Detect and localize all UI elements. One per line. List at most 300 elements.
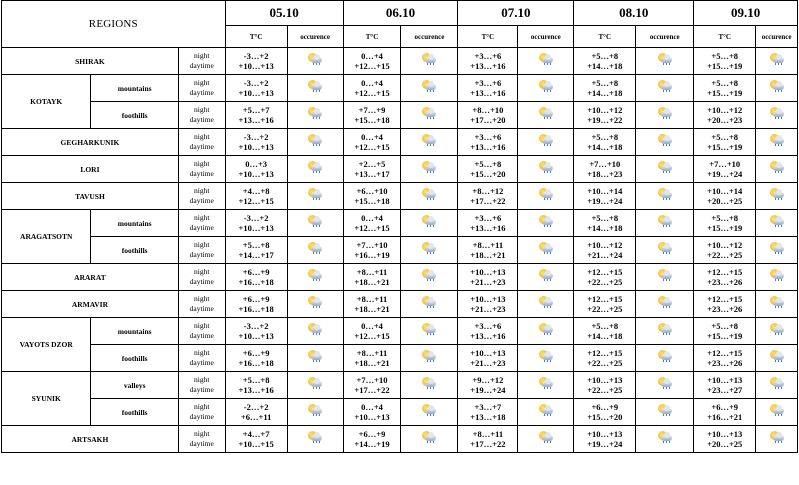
temperature-cell [225, 399, 287, 426]
occurence-cell [756, 345, 798, 372]
occurence-cell [636, 75, 694, 102]
occurence-header: occurence [401, 26, 458, 48]
temp-header: T°C [574, 26, 636, 48]
temperature-cell [343, 156, 401, 183]
day-temp: +15…+19 [707, 331, 743, 341]
day-temp: +19…+24 [707, 169, 743, 179]
temperature-cell [694, 48, 756, 75]
occurence-cell [756, 318, 798, 345]
temperature-cell [458, 156, 518, 183]
temperature-cell [225, 129, 287, 156]
partly-cloudy-rain-icon [657, 80, 673, 92]
temperature-cell [694, 102, 756, 129]
day-temp: +17…+22 [470, 439, 506, 449]
temperature-cell [574, 264, 636, 291]
occurence-cell [401, 345, 458, 372]
occurence-cell [287, 426, 343, 453]
region-name: VAYOTS DZOR [2, 318, 91, 372]
occurence-cell [756, 426, 798, 453]
partly-cloudy-rain-icon [307, 107, 323, 119]
partly-cloudy-rain-icon [421, 188, 437, 200]
temperature-cell [574, 102, 636, 129]
partly-cloudy-rain-icon [769, 350, 785, 362]
occurence-cell [287, 291, 343, 318]
temperature-cell [343, 345, 401, 372]
temperature-cell [694, 345, 756, 372]
partly-cloudy-rain-icon [307, 350, 323, 362]
occurence-cell [518, 399, 574, 426]
partly-cloudy-rain-icon [657, 242, 673, 254]
temp-header: T°C [225, 26, 287, 48]
night-label: night [194, 348, 210, 357]
day-temp: +22…+25 [587, 358, 623, 368]
table-row [2, 426, 798, 453]
occurence-cell [287, 102, 343, 129]
partly-cloudy-rain-icon [307, 404, 323, 416]
day-temp: +18…+23 [587, 169, 623, 179]
occurence-cell [518, 75, 574, 102]
night-temp: +9…+12 [472, 374, 504, 385]
temperature-cell [225, 210, 287, 237]
night-temp: +7…+10 [356, 374, 388, 385]
temperature-cell [458, 210, 518, 237]
period-labels [178, 291, 225, 318]
day-temp: +15…+18 [354, 115, 390, 125]
temperature-cell [458, 102, 518, 129]
day-temp: +13…+16 [470, 88, 506, 98]
day-temp: +17…+22 [470, 196, 506, 206]
day-temp: +12…+15 [354, 223, 390, 233]
night-temp: 0…+4 [361, 131, 383, 142]
night-temp: -2…+2 [243, 401, 269, 412]
partly-cloudy-rain-icon [538, 134, 554, 146]
occurence-cell [636, 291, 694, 318]
table-row [2, 102, 798, 129]
temperature-cell [343, 399, 401, 426]
day-temp: +15…+19 [707, 88, 743, 98]
day-temp: +18…+21 [354, 304, 390, 314]
day-temp: +14…+18 [587, 61, 623, 71]
partly-cloudy-rain-icon [657, 404, 673, 416]
night-temp: +4…+8 [242, 185, 270, 196]
day-temp: +15…+19 [707, 142, 743, 152]
temperature-cell [225, 237, 287, 264]
night-label: night [194, 213, 210, 222]
temperature-cell [458, 48, 518, 75]
day-temp: +19…+22 [587, 115, 623, 125]
date-header: 08.10 [574, 1, 694, 26]
day-temp: +22…+25 [587, 277, 623, 287]
period-labels [178, 156, 225, 183]
temperature-cell [694, 183, 756, 210]
partly-cloudy-rain-icon [769, 404, 785, 416]
night-temp: +8…+12 [472, 185, 504, 196]
night-temp: +8…+11 [472, 239, 504, 250]
occurence-cell [756, 372, 798, 399]
temperature-cell [343, 183, 401, 210]
partly-cloudy-rain-icon [538, 431, 554, 443]
occurence-cell [401, 210, 458, 237]
partly-cloudy-rain-icon [538, 80, 554, 92]
night-temp: +5…+7 [242, 104, 270, 115]
night-temp: +8…+11 [356, 266, 388, 277]
night-temp: +6…+9 [242, 293, 270, 304]
period-labels [178, 102, 225, 129]
temp-header: T°C [343, 26, 401, 48]
period-labels [178, 129, 225, 156]
night-temp: 0…+4 [361, 401, 383, 412]
day-temp: +6…+11 [240, 412, 272, 422]
daytime-label: daytime [189, 277, 214, 286]
day-temp: +18…+21 [354, 277, 390, 287]
temperature-cell [574, 426, 636, 453]
table-row [2, 183, 798, 210]
night-label: night [194, 159, 210, 168]
day-temp: +21…+23 [470, 358, 506, 368]
day-temp: +16…+19 [354, 250, 390, 260]
night-temp: +10…+13 [587, 428, 623, 439]
day-temp: +18…+21 [470, 250, 506, 260]
night-temp: +12…+15 [707, 347, 743, 358]
temp-header: T°C [694, 26, 756, 48]
table-row [2, 48, 798, 75]
temperature-cell [225, 318, 287, 345]
temperature-cell [694, 210, 756, 237]
night-label: night [194, 240, 210, 249]
period-labels [178, 372, 225, 399]
partly-cloudy-rain-icon [769, 269, 785, 281]
temperature-cell [694, 264, 756, 291]
partly-cloudy-rain-icon [769, 296, 785, 308]
night-temp: +8…+10 [472, 104, 504, 115]
occurence-cell [518, 291, 574, 318]
night-label: night [194, 375, 210, 384]
table-row [2, 156, 798, 183]
occurence-cell [636, 237, 694, 264]
partly-cloudy-rain-icon [421, 242, 437, 254]
occurence-cell [287, 345, 343, 372]
occurence-header: occurence [287, 26, 343, 48]
partly-cloudy-rain-icon [538, 296, 554, 308]
date-header: 06.10 [343, 1, 458, 26]
temperature-cell [694, 426, 756, 453]
night-temp: +10…+13 [470, 266, 506, 277]
partly-cloudy-rain-icon [421, 80, 437, 92]
night-temp: 0…+4 [361, 212, 383, 223]
partly-cloudy-rain-icon [421, 350, 437, 362]
occurence-cell [636, 183, 694, 210]
day-temp: +19…+24 [470, 385, 506, 395]
night-temp: 0…+4 [361, 320, 383, 331]
day-temp: +13…+16 [470, 331, 506, 341]
partly-cloudy-rain-icon [421, 161, 437, 173]
day-temp: +15…+19 [707, 223, 743, 233]
night-temp: +10…+13 [707, 374, 743, 385]
night-temp: +5…+8 [591, 212, 619, 223]
temperature-cell [574, 156, 636, 183]
partly-cloudy-rain-icon [657, 134, 673, 146]
day-temp: +16…+21 [707, 412, 743, 422]
temperature-cell [574, 75, 636, 102]
occurence-cell [401, 48, 458, 75]
partly-cloudy-rain-icon [769, 161, 785, 173]
occurence-cell [756, 237, 798, 264]
region-name: ARMAVIR [2, 291, 179, 318]
day-temp: +10…+13 [354, 412, 390, 422]
occurence-cell [287, 237, 343, 264]
period-labels [178, 75, 225, 102]
night-temp: +3…+6 [474, 320, 502, 331]
temperature-cell [574, 48, 636, 75]
temperature-cell [574, 318, 636, 345]
subregion-name: mountains [91, 318, 178, 345]
table-row [2, 237, 798, 264]
temperature-cell [694, 237, 756, 264]
temperature-cell [458, 318, 518, 345]
night-temp: -3…+2 [243, 212, 269, 223]
night-temp: +3…+6 [474, 50, 502, 61]
occurence-cell [756, 102, 798, 129]
night-temp: +12…+15 [707, 293, 743, 304]
table-row [2, 75, 798, 102]
temperature-cell [574, 399, 636, 426]
occurence-cell [401, 75, 458, 102]
temperature-cell [694, 318, 756, 345]
occurence-cell [756, 399, 798, 426]
occurence-cell [518, 210, 574, 237]
night-temp: +7…+10 [356, 239, 388, 250]
day-temp: +10…+13 [238, 169, 274, 179]
daytime-label: daytime [189, 61, 214, 70]
day-temp: +15…+18 [354, 196, 390, 206]
partly-cloudy-rain-icon [538, 350, 554, 362]
subregion-name: foothills [91, 399, 178, 426]
temperature-cell [694, 129, 756, 156]
region-name: ARTSAKH [2, 426, 179, 453]
night-label: night [194, 402, 210, 411]
period-labels [178, 426, 225, 453]
partly-cloudy-rain-icon [769, 134, 785, 146]
occurence-cell [401, 426, 458, 453]
day-temp: +10…+13 [238, 61, 274, 71]
partly-cloudy-rain-icon [769, 53, 785, 65]
day-temp: +13…+18 [470, 412, 506, 422]
night-temp: 0…+3 [245, 158, 268, 169]
occurence-header: occurence [756, 26, 798, 48]
day-temp: +15…+20 [470, 169, 506, 179]
night-temp: +5…+8 [242, 239, 270, 250]
period-labels [178, 264, 225, 291]
night-temp: +5…+8 [591, 320, 619, 331]
partly-cloudy-rain-icon [421, 323, 437, 335]
daytime-label: daytime [189, 223, 214, 232]
night-temp: +10…+12 [587, 239, 623, 250]
occurence-cell [756, 210, 798, 237]
partly-cloudy-rain-icon [538, 377, 554, 389]
temperature-cell [225, 372, 287, 399]
day-temp: +15…+20 [587, 412, 623, 422]
temperature-cell [225, 291, 287, 318]
partly-cloudy-rain-icon [307, 215, 323, 227]
table-row [2, 210, 798, 237]
occurence-cell [636, 264, 694, 291]
occurence-cell [401, 264, 458, 291]
temperature-cell [225, 345, 287, 372]
partly-cloudy-rain-icon [657, 188, 673, 200]
day-temp: +21…+23 [470, 304, 506, 314]
night-temp: +10…+13 [587, 374, 623, 385]
temperature-cell [343, 372, 401, 399]
daytime-label: daytime [189, 358, 214, 367]
subregion-name: foothills [91, 102, 178, 129]
partly-cloudy-rain-icon [769, 323, 785, 335]
day-temp: +17…+22 [354, 385, 390, 395]
day-temp: +23…+26 [707, 277, 743, 287]
temperature-cell [343, 129, 401, 156]
partly-cloudy-rain-icon [421, 377, 437, 389]
temperature-cell [343, 102, 401, 129]
occurence-cell [518, 183, 574, 210]
night-temp: +5…+8 [242, 374, 270, 385]
table-row [2, 318, 798, 345]
day-temp: +13…+16 [470, 61, 506, 71]
temperature-cell [694, 291, 756, 318]
partly-cloudy-rain-icon [657, 107, 673, 119]
subregion-name: valleys [91, 372, 178, 399]
day-temp: +23…+27 [707, 385, 743, 395]
occurence-cell [401, 237, 458, 264]
night-temp: +8…+11 [356, 347, 388, 358]
night-temp: +5…+8 [474, 158, 502, 169]
partly-cloudy-rain-icon [307, 134, 323, 146]
partly-cloudy-rain-icon [421, 431, 437, 443]
occurence-cell [636, 129, 694, 156]
occurence-cell [518, 102, 574, 129]
night-temp: +6…+9 [591, 401, 619, 412]
night-temp: +10…+12 [707, 104, 743, 115]
partly-cloudy-rain-icon [538, 215, 554, 227]
occurence-cell [287, 129, 343, 156]
day-temp: +21…+23 [470, 277, 506, 287]
temperature-cell [225, 156, 287, 183]
night-temp: +6…+10 [356, 185, 388, 196]
period-labels [178, 183, 225, 210]
night-temp: +2…+5 [358, 158, 386, 169]
table-row [2, 291, 798, 318]
table-row [2, 129, 798, 156]
partly-cloudy-rain-icon [657, 215, 673, 227]
region-name: SHIRAK [2, 48, 179, 75]
occurence-cell [756, 48, 798, 75]
temperature-cell [458, 345, 518, 372]
partly-cloudy-rain-icon [538, 53, 554, 65]
occurence-cell [287, 372, 343, 399]
day-temp: +13…+16 [470, 223, 506, 233]
night-temp: +12…+15 [587, 266, 623, 277]
day-temp: +13…+16 [238, 115, 274, 125]
night-temp: 0…+4 [361, 77, 383, 88]
forecast-table [1, 0, 798, 453]
daytime-label: daytime [189, 88, 214, 97]
temperature-cell [694, 372, 756, 399]
partly-cloudy-rain-icon [657, 53, 673, 65]
region-name: LORI [2, 156, 179, 183]
partly-cloudy-rain-icon [421, 53, 437, 65]
day-temp: +15…+19 [707, 61, 743, 71]
region-name: TAVUSH [2, 183, 179, 210]
night-temp: +3…+6 [474, 212, 502, 223]
daytime-label: daytime [189, 304, 214, 313]
night-temp: +3…+7 [474, 401, 502, 412]
partly-cloudy-rain-icon [307, 161, 323, 173]
partly-cloudy-rain-icon [769, 377, 785, 389]
night-label: night [194, 267, 210, 276]
night-temp: +10…+12 [707, 239, 743, 250]
temperature-cell [225, 426, 287, 453]
temperature-cell [343, 48, 401, 75]
occurence-cell [401, 102, 458, 129]
night-label: night [194, 321, 210, 330]
day-temp: +12…+15 [238, 196, 274, 206]
night-temp: +7…+9 [358, 104, 386, 115]
occurence-cell [518, 264, 574, 291]
occurence-cell [287, 156, 343, 183]
partly-cloudy-rain-icon [421, 269, 437, 281]
day-temp: +12…+15 [354, 142, 390, 152]
night-temp: -3…+2 [243, 320, 269, 331]
occurence-cell [401, 183, 458, 210]
partly-cloudy-rain-icon [657, 161, 673, 173]
day-temp: +12…+15 [354, 61, 390, 71]
temperature-cell [458, 183, 518, 210]
night-temp: +6…+9 [358, 428, 386, 439]
subregion-name: mountains [91, 210, 178, 237]
temperature-cell [343, 264, 401, 291]
partly-cloudy-rain-icon [769, 215, 785, 227]
partly-cloudy-rain-icon [657, 269, 673, 281]
occurence-cell [636, 48, 694, 75]
night-temp: +5…+8 [591, 50, 619, 61]
partly-cloudy-rain-icon [421, 296, 437, 308]
occurence-cell [636, 102, 694, 129]
night-temp: +10…+13 [470, 293, 506, 304]
day-temp: +12…+15 [354, 331, 390, 341]
occurence-cell [518, 372, 574, 399]
region-name: ARARAT [2, 264, 179, 291]
period-labels [178, 48, 225, 75]
night-temp: +10…+14 [707, 185, 743, 196]
temperature-cell [343, 426, 401, 453]
partly-cloudy-rain-icon [538, 161, 554, 173]
day-temp: +22…+25 [587, 385, 623, 395]
partly-cloudy-rain-icon [421, 215, 437, 227]
night-temp: -3…+2 [243, 50, 269, 61]
temperature-cell [458, 129, 518, 156]
day-temp: +20…+25 [707, 439, 743, 449]
temperature-cell [574, 345, 636, 372]
occurence-header: occurence [636, 26, 694, 48]
temperature-cell [343, 75, 401, 102]
occurence-cell [756, 75, 798, 102]
occurence-cell [401, 318, 458, 345]
daytime-label: daytime [189, 196, 214, 205]
partly-cloudy-rain-icon [769, 188, 785, 200]
occurence-cell [756, 291, 798, 318]
night-temp: 0…+4 [361, 50, 383, 61]
temperature-cell [225, 102, 287, 129]
night-temp: +5…+8 [711, 320, 739, 331]
region-name: ARAGATSOTN [2, 210, 91, 264]
